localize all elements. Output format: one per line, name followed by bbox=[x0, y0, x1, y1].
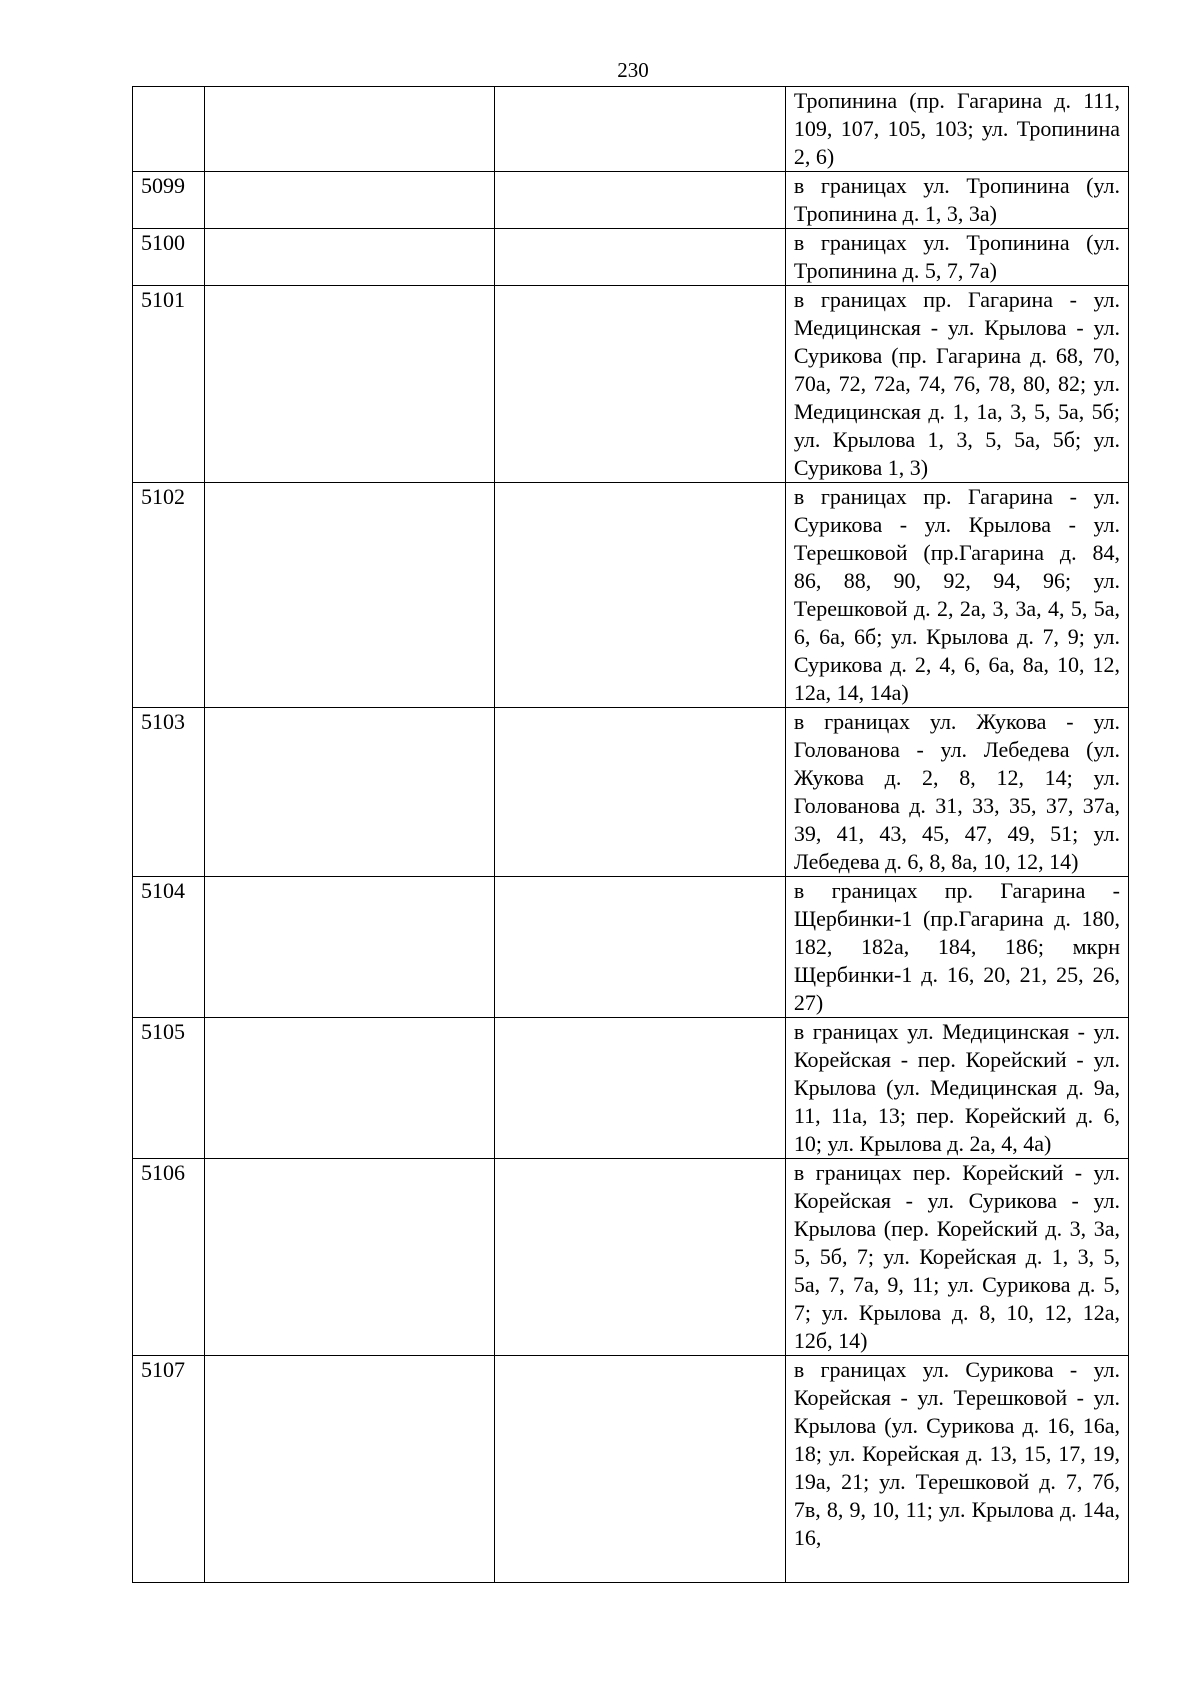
empty-cell bbox=[495, 483, 786, 708]
boundary-description-cell: в границах пр. Гагарина - ул. Медицинская - ул. Крылова - ул. Сурикова (пр. Гагарина д. 68, 70, 70а, 72, 72а, 74, 76, 78, 80, 82; ул. Медицинская д. 1, 1а, 3, 5, 5а, 5б; ул. Крылова 1, 3, 5, 5а, 5б; ул. Сурикова 1, 3) bbox=[785, 286, 1128, 483]
empty-cell bbox=[495, 172, 786, 229]
empty-cell bbox=[204, 286, 495, 483]
empty-cell bbox=[204, 172, 495, 229]
boundary-description-cell: в границах пр. Гагарина - Щербинки-1 (пр.Гагарина д. 180, 182, 182а, 184, 186; мкрн Щербинки-1 д. 16, 20, 21, 25, 26, 27) bbox=[785, 877, 1128, 1018]
empty-cell bbox=[204, 708, 495, 877]
empty-cell bbox=[495, 1159, 786, 1356]
boundary-description-cell: в границах пер. Корейский - ул. Корейская - ул. Сурикова - ул. Крылова (пер. Корейский д. 3, 3а, 5, 5б, 7; ул. Корейская д. 1, 3, 5, 5а, 7, 7а, 9, 11; ул. Сурикова д. 5, 7; ул. Крылова д. 8, 10, 12, 12а, 12б, 14) bbox=[785, 1159, 1128, 1356]
table-row bbox=[133, 286, 1129, 483]
empty-cell bbox=[495, 1356, 786, 1583]
empty-cell bbox=[204, 1018, 495, 1159]
page-number: 230 bbox=[617, 58, 649, 82]
table-row bbox=[133, 172, 1129, 229]
table-row bbox=[133, 1018, 1129, 1159]
row-number-cell: 5101 bbox=[133, 286, 205, 483]
boundary-description-cell: в границах ул. Медицинская - ул. Корейская - пер. Корейский - ул. Крылова (ул. Медицинская д. 9а, 11, 11а, 13; пер. Корейский д. 6, 10; ул. Крылова д. 2а, 4, 4а) bbox=[785, 1018, 1128, 1159]
table-row bbox=[133, 87, 1129, 172]
empty-cell bbox=[495, 877, 786, 1018]
table-row bbox=[133, 229, 1129, 286]
empty-cell bbox=[204, 229, 495, 286]
empty-cell bbox=[495, 286, 786, 483]
polling-stations-table bbox=[132, 86, 1129, 1583]
table-row bbox=[133, 1356, 1129, 1583]
boundary-description-cell: в границах ул. Жукова - ул. Голованова - ул. Лебедева (ул. Жукова д. 2, 8, 12, 14; ул. Голованова д. 31, 33, 35, 37, 37а, 39, 41, 43, 45, 47, 49, 51; ул. Лебедева д. 6, 8, 8а, 10, 12, 14) bbox=[785, 708, 1128, 877]
boundary-description-cell: в границах ул. Тропинина (ул. Тропинина д. 5, 7, 7а) bbox=[785, 229, 1128, 286]
empty-cell bbox=[204, 483, 495, 708]
empty-cell bbox=[495, 87, 786, 172]
table-row bbox=[133, 1159, 1129, 1356]
table-row bbox=[133, 877, 1129, 1018]
row-number-cell: 5105 bbox=[133, 1018, 205, 1159]
row-number-cell: 5099 bbox=[133, 172, 205, 229]
row-number-cell: 5107 bbox=[133, 1356, 205, 1583]
empty-cell bbox=[495, 708, 786, 877]
row-number-cell: 5102 bbox=[133, 483, 205, 708]
empty-cell bbox=[204, 877, 495, 1018]
boundary-description-cell: в границах пр. Гагарина - ул. Сурикова - ул. Крылова - ул. Терешковой (пр.Гагарина д. 84, 86, 88, 90, 92, 94, 96; ул. Терешковой д. 2, 2а, 3, 3а, 4, 5, 5а, 6, 6а, 6б; ул. Крылова д. 7, 9; ул. Сурикова д. 2, 4, 6, 6а, 8а, 10, 12, 12а, 14, 14а) bbox=[785, 483, 1128, 708]
row-number-cell: 5104 bbox=[133, 877, 205, 1018]
row-number-cell bbox=[133, 87, 205, 172]
row-number-cell: 5106 bbox=[133, 1159, 205, 1356]
empty-cell bbox=[204, 1356, 495, 1583]
empty-cell bbox=[495, 229, 786, 286]
table-row bbox=[133, 483, 1129, 708]
row-number-cell: 5103 bbox=[133, 708, 205, 877]
empty-cell bbox=[204, 1159, 495, 1356]
empty-cell bbox=[204, 87, 495, 172]
empty-cell bbox=[495, 1018, 786, 1159]
row-number-cell: 5100 bbox=[133, 229, 205, 286]
table-row bbox=[133, 708, 1129, 877]
boundary-description-cell: в границах ул. Сурикова - ул. Корейская - ул. Терешковой - ул. Крылова (ул. Сурикова д. 16, 16а, 18; ул. Корейская д. 13, 15, 17, 19, 19а, 21; ул. Терешковой д. 7, 7б, 7в, 8, 9, 10, 11; ул. Крылова д. 14а, 16, bbox=[785, 1356, 1128, 1583]
boundary-description-cell: Тропинина (пр. Гагарина д. 111, 109, 107, 105, 103; ул. Тропинина 2, 6) bbox=[785, 87, 1128, 172]
boundary-description-cell: в границах ул. Тропинина (ул. Тропинина д. 1, 3, 3а) bbox=[785, 172, 1128, 229]
